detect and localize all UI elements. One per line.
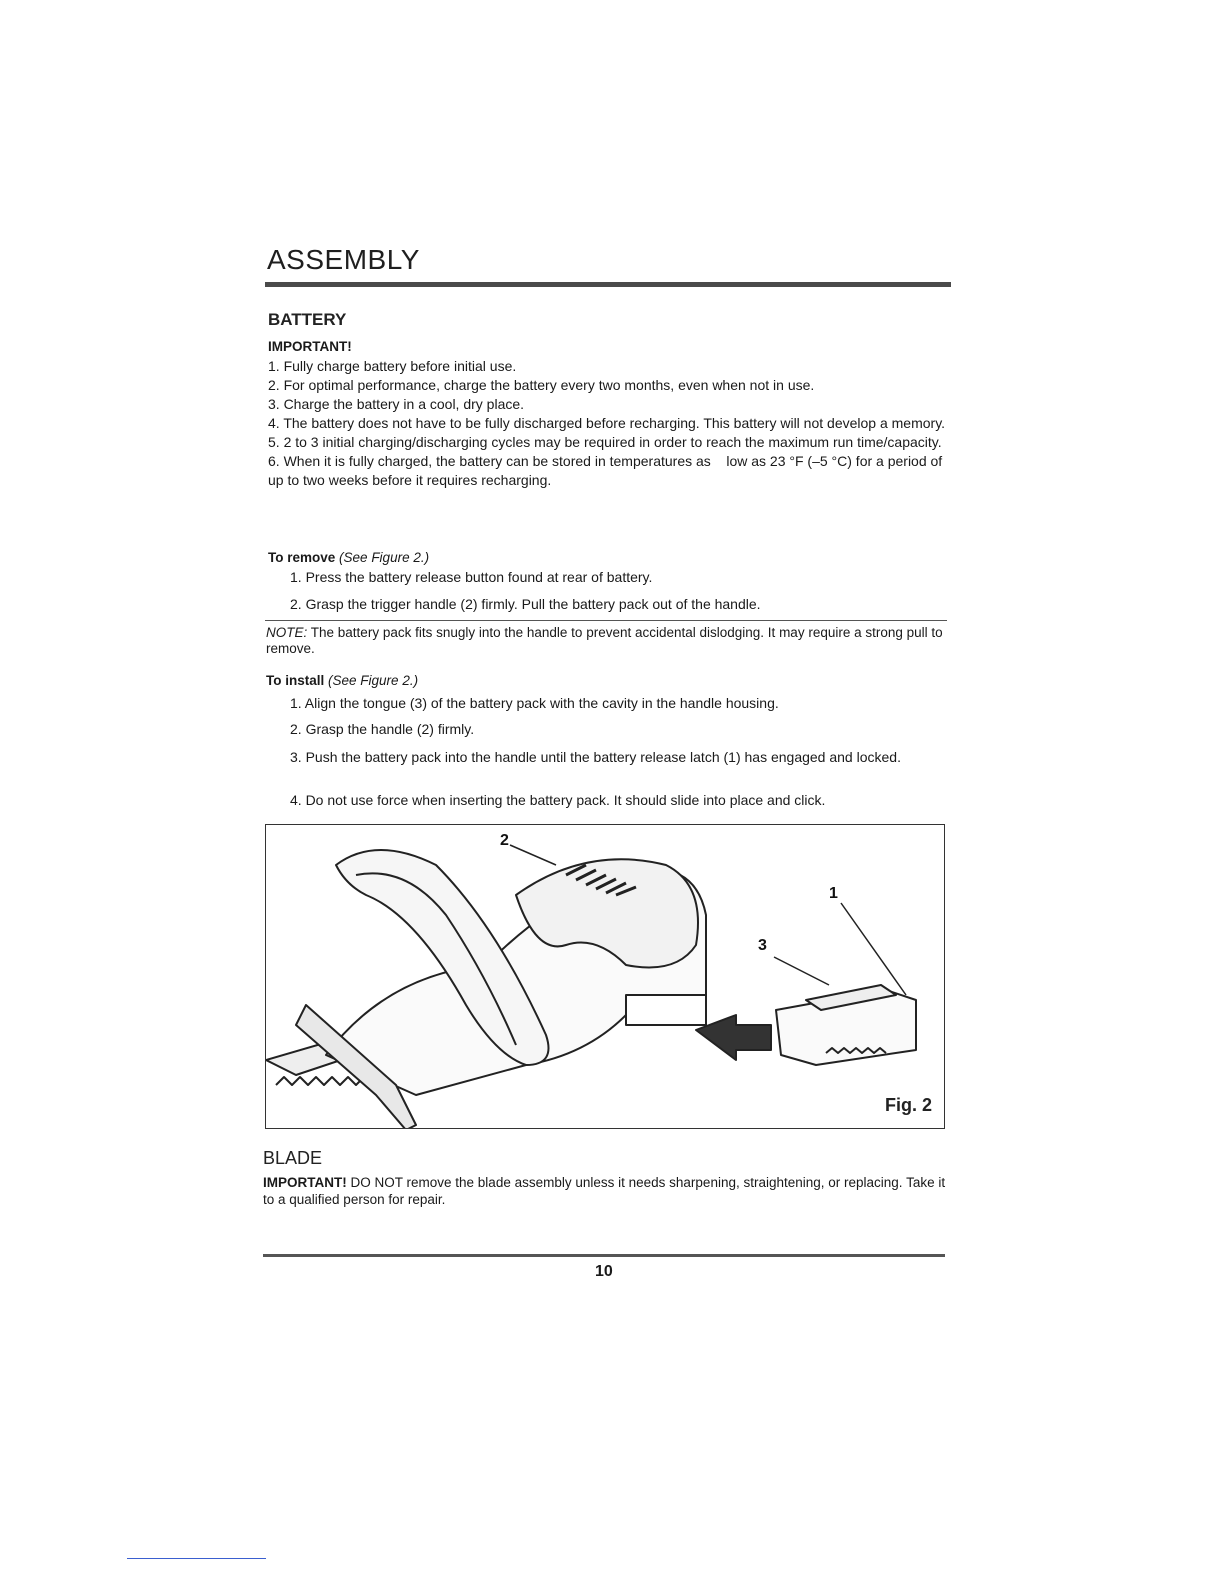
blade-paragraph bbox=[263, 1174, 953, 1208]
blade-heading: BLADE bbox=[263, 1148, 323, 1168]
list-item: 3. Charge the battery in a cool, dry place. bbox=[268, 396, 525, 412]
list-item: 4. The battery does not have to be fully discharged before recharging. This battery will not develop a memory. bbox=[268, 415, 946, 431]
install-step: 2. Grasp the handle (2) firmly. bbox=[290, 721, 475, 737]
remove-step: 2. Grasp the trigger handle (2) firmly. Pull the battery pack out of the handle. bbox=[290, 596, 761, 612]
title-divider bbox=[265, 282, 951, 287]
list-item: 5. 2 to 3 initial charging/discharging cycles may be required in order to reach the maximum run time/capacity. bbox=[268, 434, 942, 450]
blade-important-label: IMPORTANT! bbox=[263, 1175, 347, 1190]
install-figure-ref: (See Figure 2.) bbox=[328, 673, 419, 688]
remove-figure-ref: (See Figure 2.) bbox=[339, 550, 430, 565]
list-item: 1. Fully charge battery before initial use. bbox=[268, 358, 517, 374]
page-number: 10 bbox=[595, 1263, 613, 1280]
install-title bbox=[266, 673, 418, 688]
battery-heading: BATTERY bbox=[268, 310, 347, 329]
remove-step: 1. Press the battery release button found at rear of battery. bbox=[290, 569, 653, 585]
note bbox=[266, 625, 951, 657]
callout-2: 2 bbox=[500, 832, 509, 849]
footnote-link-line bbox=[127, 1558, 266, 1559]
footer-divider bbox=[263, 1254, 945, 1257]
remove-title-label: To remove bbox=[268, 550, 336, 565]
hedge-trimmer-illustration bbox=[266, 825, 945, 1129]
install-step: 4. Do not use force when inserting the battery pack. It should slide into place and click. bbox=[290, 792, 826, 808]
remove-title bbox=[268, 550, 429, 565]
page-title: ASSEMBLY bbox=[267, 244, 420, 275]
battery-important-label: IMPORTANT! bbox=[268, 339, 352, 354]
note-divider bbox=[265, 620, 947, 621]
callout-3: 3 bbox=[758, 937, 767, 954]
battery-important-list bbox=[268, 357, 958, 490]
install-step: 3. Push the battery pack into the handle until the battery release latch (1) has engaged and locked. bbox=[290, 749, 901, 765]
note-label: NOTE: bbox=[266, 625, 308, 640]
figure-label: Fig. 2 bbox=[884, 1095, 932, 1115]
install-step: 1. Align the tongue (3) of the battery pack with the cavity in the handle housing. bbox=[290, 695, 779, 711]
callout-1: 1 bbox=[829, 885, 838, 902]
figure-2 bbox=[265, 824, 945, 1129]
note-text: The battery pack fits snugly into the handle to prevent accidental dislodging. It may require a strong pull to remove. bbox=[266, 625, 943, 656]
install-title-label: To install bbox=[266, 673, 325, 688]
list-item: 2. For optimal performance, charge the battery every two months, even when not in use. bbox=[268, 377, 815, 393]
blade-text: DO NOT remove the blade assembly unless it needs sharpening, straightening, or replacing. Take it to a qualified person for repair. bbox=[263, 1175, 946, 1207]
list-item: 6. When it is fully charged, the battery can be stored in temperatures as low as 23 °F (–5 °C) for a period of up to two weeks before it requires recharging. bbox=[268, 453, 947, 488]
